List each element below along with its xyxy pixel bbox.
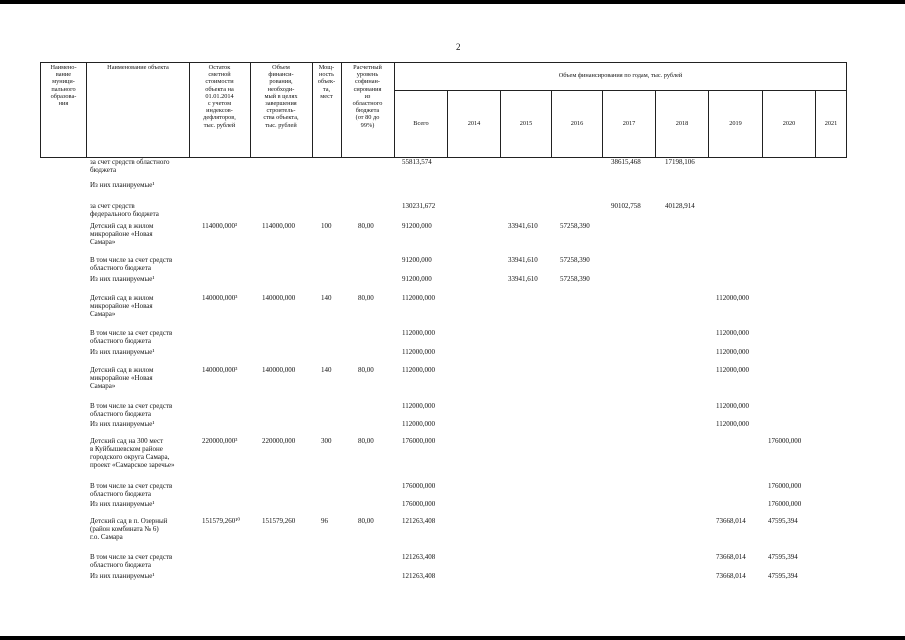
row-2020: 47595,394 <box>768 553 798 561</box>
row-total: 91200,000 <box>402 256 432 264</box>
row-capacity: 140 <box>321 366 332 374</box>
row-remaining: 114000,000³ <box>202 222 238 230</box>
row-2016: 57258,390 <box>560 256 590 264</box>
row-name: Детский сад в жилом микрорайоне «Новая Самара» <box>90 294 154 318</box>
row-name: В том числе за счет средств областного бюджета <box>90 256 173 272</box>
row-name: В том числе за счет средств областного бюджета <box>90 482 173 498</box>
row-capacity: 96 <box>321 517 328 525</box>
row-name: Из них планируемые¹ <box>90 275 155 283</box>
row-total: 112000,000 <box>402 420 435 428</box>
row-name: Детский сад на 300 мест в Куйбышевском районе городского округа Самара, проект «Самарское заречье» <box>90 437 175 469</box>
row-2016: 57258,390 <box>560 275 590 283</box>
row-name: Из них планируемые¹ <box>90 500 155 508</box>
row-name: за счет средств федерального бюджета <box>90 202 159 218</box>
header-mid-line <box>394 90 847 91</box>
row-2020: 47595,394 <box>768 572 798 580</box>
row-name: Из них планируемые¹ <box>90 348 155 356</box>
row-2019: 112000,000 <box>716 294 749 302</box>
row-2019: 73668,014 <box>716 517 746 525</box>
row-cofin: 80,00 <box>358 294 374 302</box>
row-total: 121263,408 <box>402 572 436 580</box>
row-volume: 140000,000 <box>262 366 296 374</box>
header-municipality: Наимено- вание муници- пального образова- ния <box>50 64 77 108</box>
top-border <box>0 0 905 4</box>
row-2020: 176000,000 <box>768 437 802 445</box>
header-cofinancing: Расчетный уровень софинан- сирования из областного бюджета (от 80 до 99%) <box>352 64 383 129</box>
row-2017: 38615,468 <box>611 158 641 166</box>
row-total: 121263,408 <box>402 553 436 561</box>
row-cofin: 80,00 <box>358 517 374 525</box>
header-year-2015: 2015 <box>519 120 533 127</box>
row-total: 176000,000 <box>402 437 436 445</box>
row-2018: 40128,914 <box>665 202 695 210</box>
row-2019: 112000,000 <box>716 329 749 337</box>
row-total: 91200,000 <box>402 275 432 283</box>
header-top-line <box>40 62 847 63</box>
row-2016: 57258,390 <box>560 222 590 230</box>
row-capacity: 300 <box>321 437 332 445</box>
header-year-2014: 2014 <box>467 120 481 127</box>
header-year-2019: 2019 <box>729 120 742 127</box>
row-cofin: 80,00 <box>358 437 374 445</box>
row-name: В том числе за счет средств областного бюджета <box>90 553 173 569</box>
row-total: 176000,000 <box>402 500 436 508</box>
row-total: 55813,574 <box>402 158 432 166</box>
bottom-border <box>0 636 905 640</box>
header-total: Всего <box>413 120 429 127</box>
row-remaining: 220000,000³ <box>202 437 238 445</box>
row-cofin: 80,00 <box>358 222 374 230</box>
row-remaining: 140000,000³ <box>202 366 238 374</box>
header-capacity: Мощ- ность объек- та, мест <box>317 64 336 100</box>
page-number: 2 <box>456 42 461 52</box>
row-volume: 140000,000 <box>262 294 296 302</box>
header-vline <box>846 62 847 158</box>
header-year-2016: 2016 <box>570 120 584 127</box>
header-object: Наименование объекта <box>107 64 169 71</box>
row-total: 112000,000 <box>402 402 435 410</box>
row-2019: 112000,000 <box>716 420 749 428</box>
row-name: Из них планируемые¹ <box>90 181 155 189</box>
row-total: 112000,000 <box>402 366 435 374</box>
row-2019: 112000,000 <box>716 402 749 410</box>
row-2018: 17198,106 <box>665 158 695 166</box>
row-2019: 112000,000 <box>716 348 749 356</box>
header-remaining: Остаток сметной стоимости объекта на 01.01.2014 с учетом индексов- дефляторов, тыс. рублей <box>203 64 236 129</box>
row-name: Детский сад в жилом микрорайоне «Новая Самара» <box>90 366 154 390</box>
row-name: Из них планируемые¹ <box>90 572 155 580</box>
header-year-2017: 2017 <box>622 120 636 127</box>
row-volume: 151579,260 <box>262 517 296 525</box>
row-volume: 220000,000 <box>262 437 296 445</box>
header-year-2021: 2021 <box>824 120 838 127</box>
row-total: 91200,000 <box>402 222 432 230</box>
row-remaining: 140000,000³ <box>202 294 238 302</box>
row-2015: 33941,610 <box>508 256 538 264</box>
header-volume: Объем финанси- рования, необходи- мый в целях завершения строитель- ства объекта, тыс. рублей <box>263 64 299 129</box>
row-name: В том числе за счет средств областного бюджета <box>90 329 173 345</box>
row-2019: 73668,014 <box>716 553 746 561</box>
row-total: 112000,000 <box>402 294 435 302</box>
row-2015: 33941,610 <box>508 275 538 283</box>
row-total: 112000,000 <box>402 329 435 337</box>
row-total: 130231,672 <box>402 202 436 210</box>
row-capacity: 140 <box>321 294 332 302</box>
row-name: за счет средств областного бюджета <box>90 158 170 174</box>
header-vline <box>86 62 87 158</box>
header-year-2020: 2020 <box>782 120 796 127</box>
row-2015: 33941,610 <box>508 222 538 230</box>
row-total: 112000,000 <box>402 348 435 356</box>
row-2017: 90102,758 <box>611 202 641 210</box>
row-2019: 112000,000 <box>716 366 749 374</box>
row-2020: 176000,000 <box>768 500 802 508</box>
row-2019: 73668,014 <box>716 572 746 580</box>
row-volume: 114000,000 <box>262 222 295 230</box>
row-name: Детский сад в жилом микрорайоне «Новая Самара» <box>90 222 154 246</box>
row-2020: 176000,000 <box>768 482 802 490</box>
row-name: Из них планируемые¹ <box>90 420 155 428</box>
row-name: Детский сад в п. Озерный (район комбината № 6) г.о. Самара <box>90 517 168 541</box>
row-total: 121263,408 <box>402 517 436 525</box>
row-2020: 47595,394 <box>768 517 798 525</box>
header-vline <box>40 62 41 158</box>
row-cofin: 80,00 <box>358 366 374 374</box>
row-name: В том числе за счет средств областного бюджета <box>90 402 173 418</box>
row-total: 176000,000 <box>402 482 436 490</box>
row-remaining: 151579,260¹⁰ <box>202 517 241 525</box>
header-years-group: Объем финансирования по годам, тыс. рублей <box>558 72 683 79</box>
row-capacity: 100 <box>321 222 332 230</box>
header-year-2018: 2018 <box>675 120 689 127</box>
